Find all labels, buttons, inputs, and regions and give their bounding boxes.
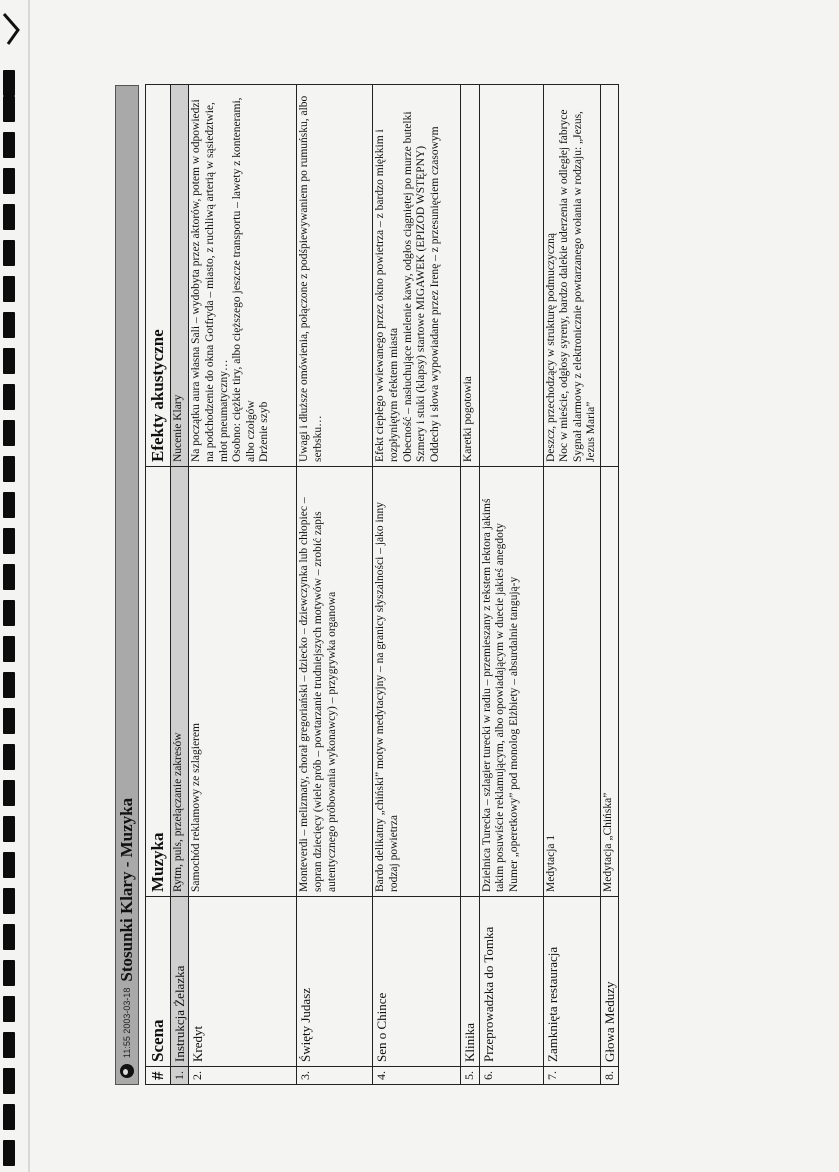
binding-hole [3,240,15,266]
column-header-music: Muzyka [146,467,171,897]
effects-cell [461,85,479,467]
column-header-scene: Scena [146,897,171,1067]
row-number: 6. [479,1067,543,1085]
table-row [600,85,618,1085]
effects-cell [373,85,461,467]
binding-hole [3,348,15,374]
music-line: Monteverdi – melizmaty, chorał gregoriański – dziecko – dziewczynka lub chłopiec – sopran dziecięcy (wiele prób – powtarzanie trudniejszych motywów – zrobić zapis autentycznego próbowania wykonawcy) – przygrywka organowa [298,497,338,892]
binding-hole [3,204,15,230]
music-line: Numer „operetkowy” pod monolog Elżbiety – absurdalnie tangują-y [507,576,520,892]
scene-name: Klinika [461,897,479,1067]
effects-line: Oddechy i słowa wypowiadane przez Irenę – z przesunięciem czasowym [428,126,441,462]
scenes-table [145,84,619,1085]
header-date: 11:55 2003-03-18 [122,987,132,1058]
effects-line: Uwagi i dłuższe omówienia, połączone z podśpiewywaniem po rumuńsku, albo serbsku… [298,95,324,462]
binding-hole [3,816,15,842]
binding-hole [3,528,15,554]
binding-hole [3,70,15,96]
music-line: Rytm, puls, przełączanie zakresów [172,732,185,892]
binding-hole [3,1140,15,1166]
binding-hole [3,564,15,590]
table-header-row [146,85,171,1085]
binding-hole [3,1104,15,1130]
row-number: 3. [297,1067,373,1085]
effects-cell [600,85,618,467]
binding-hole [3,600,15,626]
binding-hole [3,1032,15,1058]
document-header [115,85,139,1085]
effects-line: Na początku aura własna Sali – wydobyta przez aktorów, potem w odpowiedzi na podchodzenie do okna Gotfryda – miasto, z ruchliwą arterią w sąsiedztwie, młot pneumatyczny… [190,99,230,462]
column-header-effects: Efekty akustyczne [146,85,171,467]
binding-hole [3,384,15,410]
effects-line: Szmery i stuki (klapsy) startowe MIGAWEK (EPIZOD WSTĘPNY) [415,145,428,462]
scene-name: Zamknięta restauracja [543,897,600,1067]
effects-cell [479,85,543,467]
binding-hole [3,996,15,1022]
row-number: 2. [189,1067,297,1085]
music-line: Medytacja 1 [544,834,557,892]
row-number: 8. [600,1067,618,1085]
table-row [171,85,189,1085]
binding-hole [3,276,15,302]
effects-cell [171,85,189,467]
scene-name: Kredyt [189,897,297,1067]
effects-line: Nucenie Klary [172,394,185,462]
music-line: Dzielnica Turecka – szlagier turecki w radiu – przemieszany z tekstem lektora jakimś takim posuwiście reklamującym, albo opowiadającym w duecie jakieś anegdoty [480,498,507,892]
binding-hole [3,168,15,194]
binding-hole [3,492,15,518]
music-cell [373,467,461,897]
binding-hole [3,852,15,878]
binding-holes [0,0,22,1172]
binding-hole [3,924,15,950]
music-cell [479,467,543,897]
effects-cell [297,85,373,467]
binding-hole [3,96,15,122]
rotated-document [115,85,715,1085]
binding-hole [3,888,15,914]
music-cell [189,467,297,897]
binding-hole [3,960,15,986]
binding-hole [3,708,15,734]
row-number: 1. [171,1067,189,1085]
binding-hole [3,744,15,770]
table-row [479,85,543,1085]
column-header-number: # [146,1067,171,1085]
scene-name: Sen o Chince [373,897,461,1067]
music-line: Medytacja „Chińska” [601,792,614,892]
table-row [373,85,461,1085]
music-line: Samochód reklamowy ze szlagierem [190,723,203,892]
table-row [297,85,373,1085]
table-row [189,85,297,1085]
effects-line: Karetki pogotowia [462,376,475,462]
globe-icon [120,1064,134,1078]
binding-hole [3,312,15,338]
binding-hole [3,456,15,482]
effects-cell [543,85,600,467]
music-cell [171,467,189,897]
scene-name: Głowa Meduzy [600,897,618,1067]
effects-line: Noc w mieście, odgłosy syreny, bardzo dalekie uderzenia w odległej fabryce [558,109,571,462]
effects-line: Osobno: ciężkie tiry, albo cięższego jeszcze transportu – lawety z kontenerami, albo czołgów [231,97,257,462]
effects-line: Sygnał alarmowy z elektronicznie powtarzanego wołania w rodzaju: „Jezus, Jezus Maria” [571,111,598,462]
scene-name: Święty Judasz [297,897,373,1067]
effects-line: Drżenie szyb [258,401,271,462]
binding-hole [3,672,15,698]
music-cell [297,467,373,897]
page-edge [28,0,30,1172]
scene-name: Przeprowadzka do Tomka [479,897,543,1067]
row-number: 4. [373,1067,461,1085]
binding-hole [3,1068,15,1094]
effects-cell [189,85,297,467]
music-cell [600,467,618,897]
effects-line: Obecność – nasłuchujące mielenie kawy, odgłos ciągniętej po murze butelki [401,111,414,462]
binding-hole [3,132,15,158]
music-line: Bardo delikatny „chiński” motyw medytacyjny – na granicy słyszalności – jako inny rodzaj powietrza [374,502,400,892]
document-title: Stosunki Klary - Muzyka [117,797,136,982]
table-row [461,85,479,1085]
effects-line: Deszcz, przechodzący w strukturę podmuczyczną [544,233,557,462]
scene-name: Instrukcja Żelazka [171,897,189,1067]
binding-hole [3,420,15,446]
table-row [543,85,600,1085]
binding-hole [3,780,15,806]
effects-line: Efekt ciepłego wwiewanego przez okno powietrza – z bardzo miękkim i rozpłyniętym efektem miasta [374,129,400,462]
row-number: 7. [543,1067,600,1085]
row-number: 5. [461,1067,479,1085]
music-cell [461,467,479,897]
music-cell [543,467,600,897]
binding-hole [3,636,15,662]
